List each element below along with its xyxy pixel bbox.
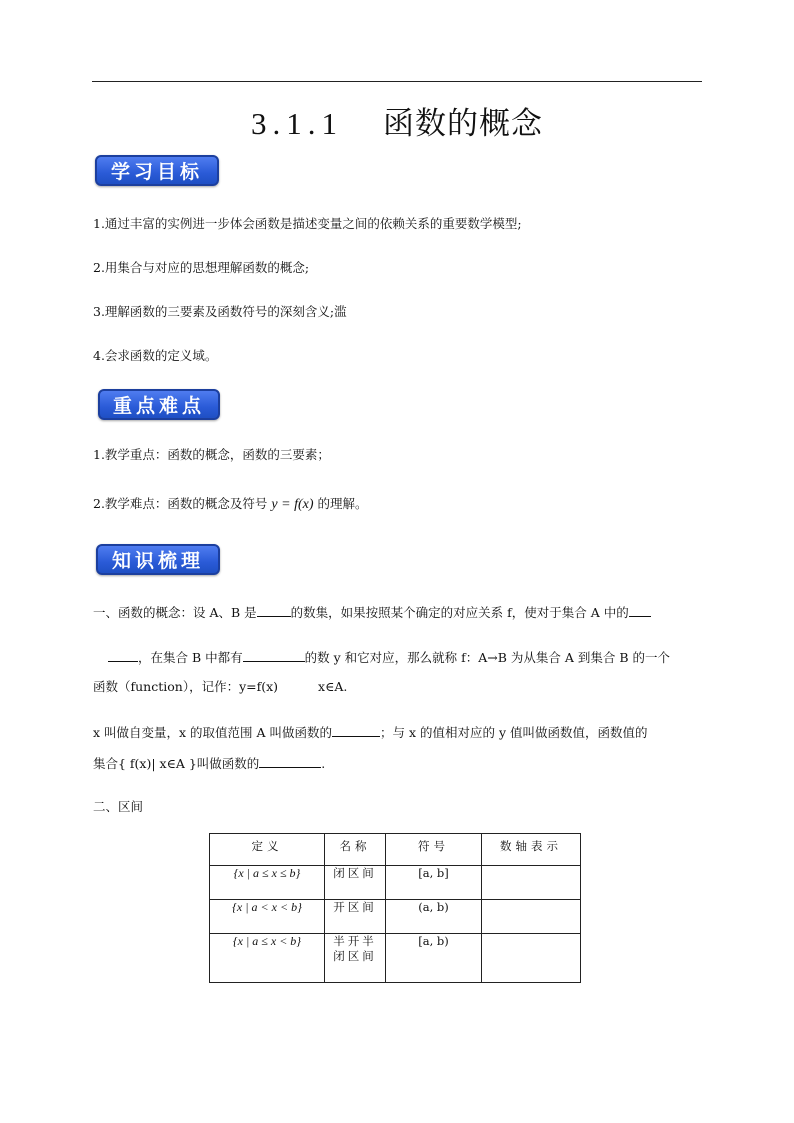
concept-line-5: 集合{ f(x)| x∈A }叫做函数的 . <box>93 756 326 771</box>
header-rule <box>92 81 702 82</box>
interval-axis-cell <box>482 934 581 983</box>
interval-name: 闭区间 <box>325 866 386 900</box>
fill-blank <box>259 754 321 768</box>
table-row <box>210 900 581 934</box>
goal-item: 3.理解函数的三要素及函数符号的深刻含义;滥 <box>93 304 347 319</box>
fill-blank <box>243 648 305 662</box>
table-header-row <box>210 834 581 866</box>
table-row <box>210 934 581 983</box>
concept-line-4: x 叫做自变量，x 的取值范围 A 叫做函数的 ；与 x 的值相对应的 y 值叫做函数值，函数值的 <box>93 725 648 740</box>
interval-symbol: (a, b) <box>386 900 482 934</box>
concept-line-1: 一、函数的概念：设 A、B 是 的数集，如果按照某个确定的对应关系 f，使对于集合 A 中的 <box>93 603 651 621</box>
concept-line-2: ，在集合 B 中都有 的数 y 和它对应，那么就称 f：A→B 为从集合 A 到集合 B 的一个 <box>108 648 670 666</box>
fill-blank <box>108 648 138 662</box>
table-header: 定义 <box>210 834 325 866</box>
title-text: 函数的概念 <box>383 106 543 142</box>
interval-definition: {x | a ≤ x ≤ b} <box>210 866 325 900</box>
key-point-difficulty: 2.教学难点：函数的概念及符号 y = f(x) 的理解。 <box>93 496 368 512</box>
goal-item: 1.通过丰富的实例进一步体会函数是描述变量之间的依赖关系的重要数学模型; <box>93 216 522 231</box>
interval-axis-cell <box>482 900 581 934</box>
table-row <box>210 866 581 900</box>
interval-definition: {x | a ≤ x < b} <box>210 934 325 983</box>
interval-definition: {x | a < x < b} <box>210 900 325 934</box>
section-badge-knowledge: 知识梳理 <box>96 544 220 575</box>
key-point-focus: 1.教学重点：函数的概念，函数的三要素； <box>93 447 330 462</box>
interval-symbol: [a, b] <box>386 866 482 900</box>
formula-y-equals-f-x: y = f(x) <box>271 497 314 512</box>
interval-symbol: [a, b) <box>386 934 482 983</box>
section-interval-heading: 二、区间 <box>93 799 144 814</box>
section-badge-key-points: 重点难点 <box>98 389 220 420</box>
page-title <box>0 98 794 143</box>
fill-blank <box>629 603 651 617</box>
interval-name: 半开半 闭区间 <box>325 934 386 983</box>
section-number: 3.1.1 <box>251 106 343 141</box>
interval-axis-cell <box>482 866 581 900</box>
table-header: 数轴表示 <box>482 834 581 866</box>
interval-name: 开区间 <box>325 900 386 934</box>
interval-table <box>209 833 581 983</box>
goal-item: 2.用集合与对应的思想理解函数的概念; <box>93 260 310 275</box>
fill-blank <box>257 603 291 617</box>
goal-item: 4.会求函数的定义域。 <box>93 348 218 363</box>
table-header: 名称 <box>325 834 386 866</box>
concept-line-3: 函数（function），记作：y=f(x) x∈A. <box>93 679 348 694</box>
fill-blank <box>332 723 380 737</box>
section-badge-goals: 学习目标 <box>95 155 219 186</box>
table-header: 符号 <box>386 834 482 866</box>
